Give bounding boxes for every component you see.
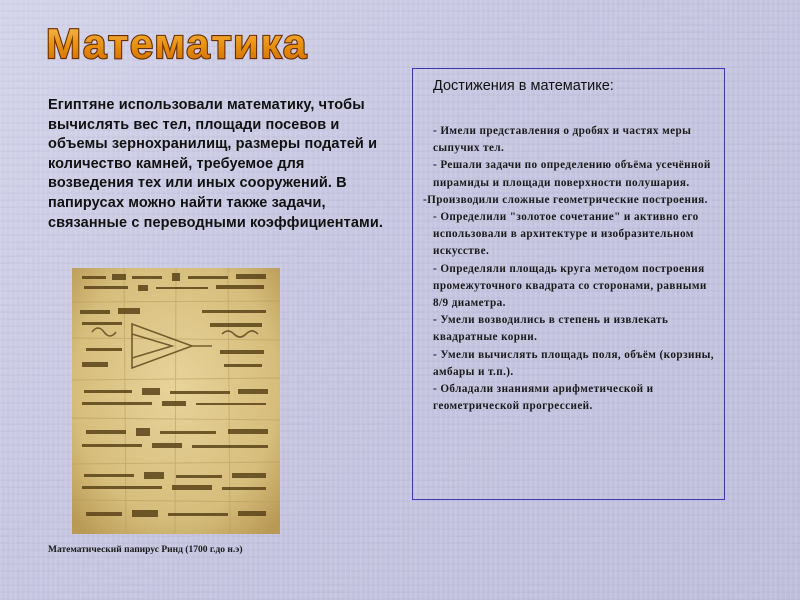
intro-paragraph: Египтяне использовали математику, чтобы вычислять вес тел, площади посевов и объемы зернохранилищ, размеры податей и количество камней, требуемое для возведения тех или иных сооружений. В папирусах можно найти также задачи, связанные с переводными коэффициентами.: [48, 97, 383, 231]
achievement-item: - Имели представления о дробях и частях меры сыпучих тел.: [433, 125, 692, 155]
achievement-item: - Определили "золотое сочетание" и активно его использовали в архитектуре и изобразительном искусстве.: [433, 211, 699, 258]
achievement-item: - Умели вычислять площадь поля, объём (корзины, амбары и т.п.).: [433, 348, 715, 378]
achievement-item: - Обладали знаниями арифметической и геометрической прогрессией.: [433, 383, 654, 413]
slide-title: [40, 16, 370, 68]
papyrus-caption: Математический папирус Ринд (1700 г.до н.э): [48, 545, 243, 555]
papyrus-image: [72, 268, 280, 534]
slide-title-text: Математика: [46, 20, 308, 67]
achievement-item: - Умели возводились в степень и извлекать квадратные корни.: [433, 314, 669, 344]
achievement-item: - Определяли площадь круга методом построения промежуточного квадрата со сторонами, равными 8/9 диаметра.: [433, 262, 707, 310]
achievements-heading: Достижения в математике:: [433, 78, 614, 94]
achievement-item: - Решали задачи по определению объёма усечённой пирамиды и площади поверхности полушария.: [433, 159, 711, 189]
achievements-box: [412, 68, 725, 500]
achievement-item: -Производили сложные геометрические построения.: [423, 193, 708, 206]
achievements-list: [423, 123, 719, 415]
